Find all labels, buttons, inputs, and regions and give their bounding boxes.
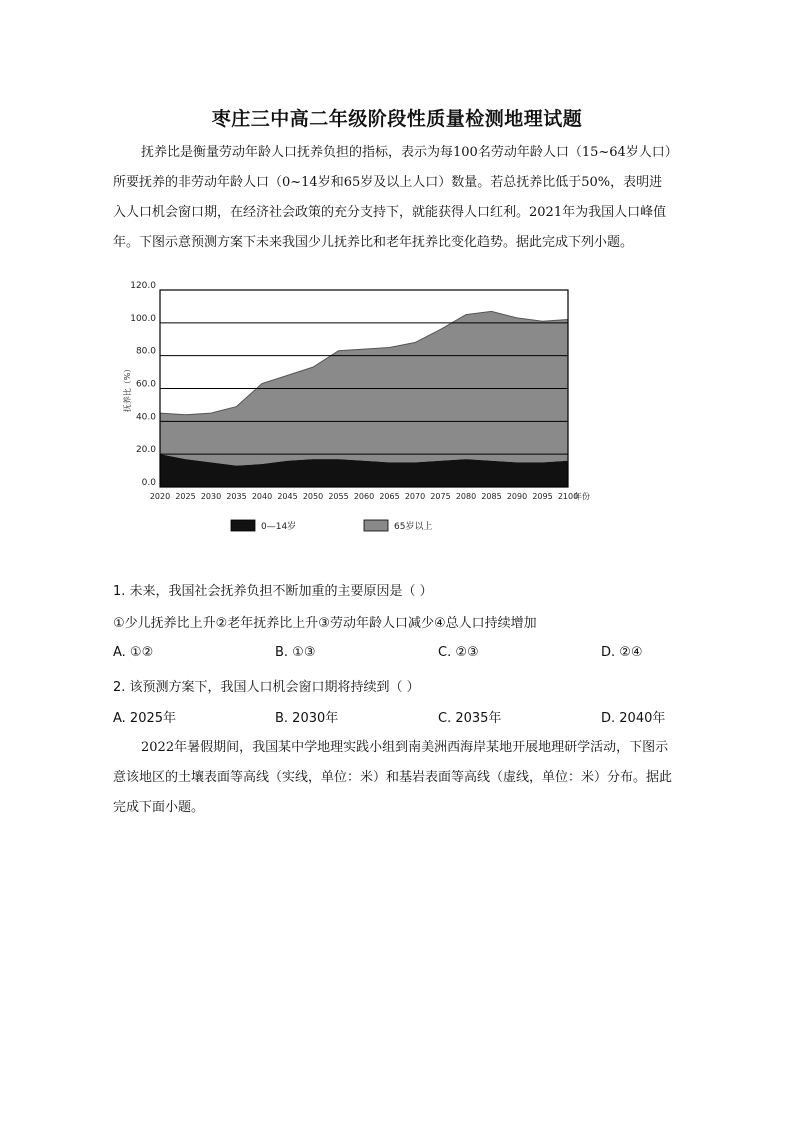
x-tick-label: 2020 <box>149 492 171 501</box>
y-tick-label: 20.0 <box>135 445 156 456</box>
intro2-line: 完成下面小题。 <box>113 800 205 815</box>
q2-stem: 2. 该预测方案下，我国人口机会窗口期将持续到（ ） <box>113 680 420 695</box>
y-tick-label: 40.0 <box>135 412 156 423</box>
intro2-paragraph <box>113 733 703 823</box>
dependency-ratio-chart <box>118 280 598 535</box>
q2-option-b[interactable]: B. 2030年 <box>275 711 339 726</box>
x-tick-label: 2040 <box>251 492 273 501</box>
intro-paragraph <box>113 138 703 258</box>
legend-swatch-65-plus <box>364 520 388 531</box>
y-tick-label: 120.0 <box>130 281 156 291</box>
q1-option-d[interactable]: D. ②④ <box>601 645 643 660</box>
y-tick-label: 60.0 <box>135 379 156 390</box>
x-tick-label: 2085 <box>481 492 502 501</box>
q1-option-a[interactable]: A. ①② <box>113 645 154 660</box>
legend-label-0-14: 0—14岁 <box>261 522 297 532</box>
legend-label-65-plus: 65岁以上 <box>394 522 433 532</box>
intro-line: 所要抚养的非劳动年龄人口（0~14岁和65岁及以上人口）数量。若总抚养比低于50%，表明进 <box>113 175 663 190</box>
legend-swatch-0-14 <box>231 520 255 531</box>
x-tick-label: 2065 <box>379 492 400 501</box>
x-tick-label: 2025 <box>175 492 196 501</box>
x-tick-label: 2060 <box>353 492 375 501</box>
q2-option-c[interactable]: C. 2035年 <box>438 711 502 726</box>
q2-option-a[interactable]: A. 2025年 <box>113 711 177 726</box>
intro2-line: 意该地区的土壤表面等高线（实线，单位：米）和基岩表面等高线（虚线，单位：米）分布。据此 <box>113 770 673 785</box>
y-axis-label: 抚养比（%） <box>123 364 132 413</box>
x-tick-label: 2075 <box>430 492 451 501</box>
q1-items: ①少儿抚养比上升②老年抚养比上升③劳动年龄人口减少④总人口持续增加 <box>113 616 537 631</box>
intro-line: 抚养比是衡量劳动年龄人口抚养负担的指标，表示为每100名劳动年龄人口（15~64岁人口） <box>141 145 678 160</box>
x-tick-label: 2035 <box>226 492 247 501</box>
y-tick-label: 80.0 <box>135 346 156 357</box>
x-tick-label: 2095 <box>532 492 553 501</box>
intro-line: 入人口机会窗口期，在经济社会政策的充分支持下，就能获得人口红利。2021年为我国人口峰值 <box>113 205 667 220</box>
x-tick-label: 2090 <box>506 492 528 501</box>
q2-option-d[interactable]: D. 2040年 <box>601 711 666 726</box>
x-tick-label: 2100 <box>557 492 579 501</box>
x-tick-label: 2070 <box>404 492 426 501</box>
x-tick-label: 2080 <box>455 492 477 501</box>
page-title: 枣庄三中高二年级阶段性质量检测地理试题 <box>211 108 583 130</box>
intro2-line: 2022年暑假期间，我国某中学地理实践小组到南美洲西海岸某地开展地理研学活动，下图示 <box>141 740 669 755</box>
y-tick-label: 0.0 <box>141 478 156 488</box>
x-tick-label: 2055 <box>328 492 349 501</box>
y-tick-label: 100.0 <box>130 313 156 324</box>
q1-option-c[interactable]: C. ②③ <box>438 645 479 660</box>
x-axis-label: 年份 <box>574 492 590 501</box>
intro-line: 年。下图示意预测方案下未来我国少儿抚养比和老年抚养比变化趋势。据此完成下列小题。 <box>113 235 634 250</box>
q1-stem: 1. 未来，我国社会抚养负担不断加重的主要原因是（ ） <box>113 584 433 599</box>
q1-option-b[interactable]: B. ①③ <box>275 645 316 660</box>
x-tick-label: 2030 <box>200 492 222 501</box>
x-tick-label: 2045 <box>277 492 298 501</box>
x-tick-label: 2050 <box>302 492 324 501</box>
